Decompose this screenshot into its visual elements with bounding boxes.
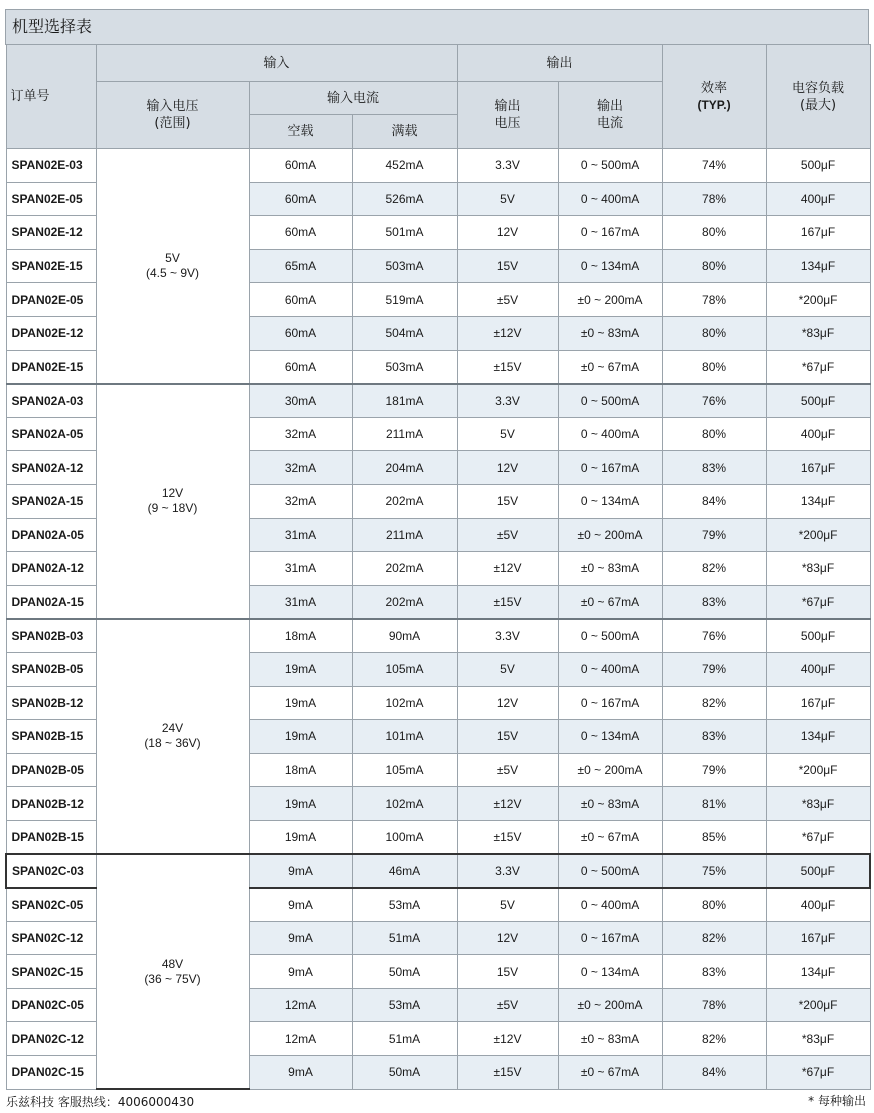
full-load-cell: 519mA xyxy=(352,283,457,317)
efficiency-header-line2: (TYP.) xyxy=(697,97,731,112)
output-current-cell: 0 ~ 400mA xyxy=(558,888,662,922)
model-cell: SPAN02E-05 xyxy=(6,182,96,216)
table-title: 机型选择表 xyxy=(5,9,869,45)
efficiency-cell: 82% xyxy=(662,1022,766,1056)
model-cell: DPAN02B-05 xyxy=(6,753,96,787)
full-load-cell: 102mA xyxy=(352,787,457,821)
cap-load-cell: *67μF xyxy=(766,350,870,384)
cap-load-cell: *200μF xyxy=(766,988,870,1022)
cap-load-cell: 134μF xyxy=(766,720,870,754)
output-current-cell: ±0 ~ 83mA xyxy=(558,787,662,821)
output-voltage-cell: ±5V xyxy=(457,518,558,552)
efficiency-cell: 81% xyxy=(662,787,766,821)
output-current-cell: ±0 ~ 67mA xyxy=(558,820,662,854)
no-load-cell: 19mA xyxy=(249,820,352,854)
full-load-cell: 53mA xyxy=(352,988,457,1022)
output-header: 输出 xyxy=(457,45,662,82)
cap-load-cell: *83μF xyxy=(766,316,870,350)
output-voltage-cell: 3.3V xyxy=(457,619,558,653)
efficiency-cell: 74% xyxy=(662,149,766,183)
no-load-cell: 19mA xyxy=(249,686,352,720)
cap-load-header xyxy=(766,45,870,149)
cap-load-header-line2: (最大) xyxy=(799,97,837,113)
no-load-cell: 32mA xyxy=(249,484,352,518)
model-cell: SPAN02B-15 xyxy=(6,720,96,754)
output-current-cell: ±0 ~ 83mA xyxy=(558,1022,662,1056)
output-current-cell: 0 ~ 400mA xyxy=(558,182,662,216)
output-voltage-cell: ±5V xyxy=(457,283,558,317)
model-cell: SPAN02E-15 xyxy=(6,249,96,283)
full-load-cell: 202mA xyxy=(352,585,457,619)
efficiency-cell: 80% xyxy=(662,350,766,384)
full-load-header: 满载 xyxy=(352,115,457,149)
cap-load-cell: *67μF xyxy=(766,820,870,854)
cap-load-cell: *83μF xyxy=(766,552,870,586)
no-load-cell: 60mA xyxy=(249,182,352,216)
no-load-cell: 60mA xyxy=(249,283,352,317)
efficiency-cell: 78% xyxy=(662,283,766,317)
input-current-header: 输入电流 xyxy=(249,82,457,115)
full-load-cell: 204mA xyxy=(352,451,457,485)
output-current-cell: 0 ~ 500mA xyxy=(558,854,662,888)
cap-load-cell: *200μF xyxy=(766,753,870,787)
output-current-cell: 0 ~ 500mA xyxy=(558,149,662,183)
output-voltage-cell: ±5V xyxy=(457,988,558,1022)
full-load-cell: 452mA xyxy=(352,149,457,183)
no-load-header: 空载 xyxy=(249,115,352,149)
model-cell: SPAN02B-03 xyxy=(6,619,96,653)
model-cell: SPAN02B-05 xyxy=(6,652,96,686)
input-voltage-range: (4.5 ~ 9V) xyxy=(145,265,200,280)
cap-load-cell: 167μF xyxy=(766,686,870,720)
no-load-cell: 65mA xyxy=(249,249,352,283)
cap-load-cell: 400μF xyxy=(766,888,870,922)
output-current-cell: 0 ~ 500mA xyxy=(558,619,662,653)
output-voltage-cell: ±15V xyxy=(457,585,558,619)
no-load-cell: 9mA xyxy=(249,1056,352,1090)
full-load-cell: 102mA xyxy=(352,686,457,720)
output-voltage-cell: 5V xyxy=(457,888,558,922)
model-cell: DPAN02A-15 xyxy=(6,585,96,619)
full-load-cell: 90mA xyxy=(352,619,457,653)
cap-load-cell: 500μF xyxy=(766,619,870,653)
output-current-cell: ±0 ~ 83mA xyxy=(558,552,662,586)
output-current-header-line2: 电流 xyxy=(597,116,624,131)
cap-load-cell: *200μF xyxy=(766,283,870,317)
model-cell: DPAN02E-05 xyxy=(6,283,96,317)
footer-note: * 每种输出 xyxy=(808,1094,866,1108)
output-current-cell: 0 ~ 500mA xyxy=(558,384,662,418)
no-load-cell: 31mA xyxy=(249,585,352,619)
model-cell: DPAN02E-15 xyxy=(6,350,96,384)
output-voltage-cell: ±12V xyxy=(457,316,558,350)
input-voltage-value: 48V xyxy=(161,956,184,971)
output-current-cell: ±0 ~ 67mA xyxy=(558,1056,662,1090)
input-voltage-range: (9 ~ 18V) xyxy=(147,501,198,516)
full-load-cell: 504mA xyxy=(352,316,457,350)
footer-hotline: 乐兹科技 客服热线：4006000430 xyxy=(6,1095,195,1109)
efficiency-cell: 80% xyxy=(662,316,766,350)
output-voltage-cell: 3.3V xyxy=(457,384,558,418)
output-current-cell: ±0 ~ 83mA xyxy=(558,316,662,350)
output-voltage-cell: 3.3V xyxy=(457,854,558,888)
input-voltage-value: 12V xyxy=(161,486,184,501)
input-voltage-cell xyxy=(96,384,249,619)
no-load-cell: 32mA xyxy=(249,417,352,451)
efficiency-cell: 82% xyxy=(662,552,766,586)
output-voltage-header-line1: 输出 xyxy=(494,99,521,114)
full-load-cell: 202mA xyxy=(352,484,457,518)
model-cell: SPAN02A-15 xyxy=(6,484,96,518)
output-current-cell: ±0 ~ 200mA xyxy=(558,753,662,787)
cap-load-cell: *67μF xyxy=(766,585,870,619)
full-load-cell: 526mA xyxy=(352,182,457,216)
output-voltage-cell: 12V xyxy=(457,921,558,955)
cap-load-cell: 134μF xyxy=(766,249,870,283)
output-voltage-cell: ±12V xyxy=(457,1022,558,1056)
no-load-cell: 31mA xyxy=(249,518,352,552)
model-cell: DPAN02C-05 xyxy=(6,988,96,1022)
efficiency-cell: 82% xyxy=(662,686,766,720)
output-voltage-cell: 5V xyxy=(457,182,558,216)
full-load-cell: 202mA xyxy=(352,552,457,586)
cap-load-cell: 500μF xyxy=(766,149,870,183)
model-cell: DPAN02E-12 xyxy=(6,316,96,350)
full-load-cell: 501mA xyxy=(352,216,457,250)
no-load-cell: 19mA xyxy=(249,720,352,754)
efficiency-cell: 83% xyxy=(662,585,766,619)
no-load-cell: 18mA xyxy=(249,753,352,787)
efficiency-cell: 84% xyxy=(662,1056,766,1090)
efficiency-cell: 83% xyxy=(662,955,766,989)
no-load-cell: 31mA xyxy=(249,552,352,586)
output-current-cell: 0 ~ 167mA xyxy=(558,451,662,485)
cap-load-cell: *200μF xyxy=(766,518,870,552)
model-cell: DPAN02A-05 xyxy=(6,518,96,552)
output-voltage-cell: 15V xyxy=(457,249,558,283)
output-current-cell: 0 ~ 134mA xyxy=(558,249,662,283)
output-current-cell: 0 ~ 167mA xyxy=(558,216,662,250)
cap-load-cell: *83μF xyxy=(766,1022,870,1056)
no-load-cell: 32mA xyxy=(249,451,352,485)
no-load-cell: 9mA xyxy=(249,888,352,922)
model-cell: SPAN02E-03 xyxy=(6,149,96,183)
model-selection-table xyxy=(5,44,871,1090)
output-current-cell: 0 ~ 400mA xyxy=(558,417,662,451)
full-load-cell: 46mA xyxy=(352,854,457,888)
model-cell: SPAN02C-15 xyxy=(6,955,96,989)
output-current-cell: ±0 ~ 67mA xyxy=(558,585,662,619)
output-voltage-header xyxy=(457,82,558,149)
output-voltage-cell: ±15V xyxy=(457,1056,558,1090)
output-current-cell: 0 ~ 134mA xyxy=(558,720,662,754)
table-row xyxy=(6,854,870,888)
efficiency-cell: 80% xyxy=(662,417,766,451)
output-current-cell: ±0 ~ 200mA xyxy=(558,988,662,1022)
no-load-cell: 60mA xyxy=(249,216,352,250)
efficiency-cell: 82% xyxy=(662,921,766,955)
full-load-cell: 51mA xyxy=(352,1022,457,1056)
input-header: 输入 xyxy=(96,45,457,82)
model-cell: DPAN02C-15 xyxy=(6,1056,96,1090)
output-voltage-cell: 3.3V xyxy=(457,149,558,183)
input-voltage-value: 5V xyxy=(165,250,180,265)
model-cell: SPAN02B-12 xyxy=(6,686,96,720)
model-cell: DPAN02B-15 xyxy=(6,820,96,854)
input-voltage-range: (36 ~ 75V) xyxy=(144,971,201,986)
efficiency-cell: 76% xyxy=(662,619,766,653)
output-voltage-header-line2: 电压 xyxy=(494,116,521,131)
table-row xyxy=(6,619,870,653)
table-body xyxy=(6,149,870,1090)
efficiency-cell: 83% xyxy=(662,720,766,754)
cap-load-cell: 167μF xyxy=(766,451,870,485)
model-cell: DPAN02C-12 xyxy=(6,1022,96,1056)
output-current-header xyxy=(558,82,662,149)
full-load-cell: 503mA xyxy=(352,249,457,283)
efficiency-header xyxy=(662,45,766,149)
efficiency-cell: 78% xyxy=(662,182,766,216)
no-load-cell: 30mA xyxy=(249,384,352,418)
input-voltage-header-line1: 输入电压 xyxy=(146,99,199,114)
full-load-cell: 53mA xyxy=(352,888,457,922)
cap-load-cell: 400μF xyxy=(766,652,870,686)
full-load-cell: 211mA xyxy=(352,417,457,451)
input-voltage-header-line2: (范围) xyxy=(154,116,191,131)
efficiency-cell: 80% xyxy=(662,216,766,250)
efficiency-cell: 83% xyxy=(662,451,766,485)
model-cell: SPAN02A-05 xyxy=(6,417,96,451)
output-current-cell: ±0 ~ 200mA xyxy=(558,518,662,552)
efficiency-cell: 80% xyxy=(662,249,766,283)
output-current-cell: 0 ~ 134mA xyxy=(558,955,662,989)
no-load-cell: 60mA xyxy=(249,350,352,384)
output-voltage-cell: ±12V xyxy=(457,787,558,821)
model-cell: DPAN02A-12 xyxy=(6,552,96,586)
no-load-cell: 12mA xyxy=(249,1022,352,1056)
efficiency-cell: 79% xyxy=(662,518,766,552)
table-row xyxy=(6,149,870,183)
full-load-cell: 105mA xyxy=(352,652,457,686)
input-voltage-value: 24V xyxy=(161,721,184,736)
output-current-cell: ±0 ~ 200mA xyxy=(558,283,662,317)
output-voltage-cell: 5V xyxy=(457,417,558,451)
cap-load-cell: 167μF xyxy=(766,216,870,250)
input-voltage-cell xyxy=(96,619,249,854)
order-no-header: 订单号 xyxy=(6,45,96,149)
no-load-cell: 9mA xyxy=(249,921,352,955)
input-voltage-header xyxy=(96,82,249,149)
efficiency-cell: 85% xyxy=(662,820,766,854)
full-load-cell: 105mA xyxy=(352,753,457,787)
output-current-header-line1: 输出 xyxy=(597,99,624,114)
efficiency-header-line1: 效率 xyxy=(701,80,728,96)
full-load-cell: 50mA xyxy=(352,955,457,989)
full-load-cell: 101mA xyxy=(352,720,457,754)
no-load-cell: 19mA xyxy=(249,652,352,686)
full-load-cell: 50mA xyxy=(352,1056,457,1090)
full-load-cell: 51mA xyxy=(352,921,457,955)
output-voltage-cell: 15V xyxy=(457,484,558,518)
output-current-cell: 0 ~ 400mA xyxy=(558,652,662,686)
efficiency-cell: 76% xyxy=(662,384,766,418)
model-cell: SPAN02C-12 xyxy=(6,921,96,955)
model-cell: SPAN02A-12 xyxy=(6,451,96,485)
cap-load-cell: *83μF xyxy=(766,787,870,821)
model-cell: DPAN02B-12 xyxy=(6,787,96,821)
input-voltage-cell xyxy=(96,854,249,1089)
model-cell: SPAN02C-03 xyxy=(6,854,96,888)
full-load-cell: 211mA xyxy=(352,518,457,552)
no-load-cell: 12mA xyxy=(249,988,352,1022)
output-current-cell: 0 ~ 167mA xyxy=(558,921,662,955)
output-voltage-cell: 12V xyxy=(457,216,558,250)
no-load-cell: 9mA xyxy=(249,854,352,888)
cap-load-cell: 500μF xyxy=(766,854,870,888)
efficiency-cell: 75% xyxy=(662,854,766,888)
cap-load-header-line1: 电容负载 xyxy=(792,80,845,96)
efficiency-cell: 79% xyxy=(662,753,766,787)
efficiency-cell: 78% xyxy=(662,988,766,1022)
efficiency-cell: 84% xyxy=(662,484,766,518)
output-current-cell: 0 ~ 167mA xyxy=(558,686,662,720)
no-load-cell: 18mA xyxy=(249,619,352,653)
output-voltage-cell: 5V xyxy=(457,652,558,686)
output-voltage-cell: ±15V xyxy=(457,350,558,384)
table-row xyxy=(6,384,870,418)
output-voltage-cell: 15V xyxy=(457,955,558,989)
cap-load-cell: *67μF xyxy=(766,1056,870,1090)
cap-load-cell: 134μF xyxy=(766,484,870,518)
output-voltage-cell: 12V xyxy=(457,451,558,485)
no-load-cell: 60mA xyxy=(249,149,352,183)
full-load-cell: 100mA xyxy=(352,820,457,854)
no-load-cell: 60mA xyxy=(249,316,352,350)
input-voltage-cell xyxy=(96,149,249,384)
output-current-cell: 0 ~ 134mA xyxy=(558,484,662,518)
output-voltage-cell: ±5V xyxy=(457,753,558,787)
efficiency-cell: 79% xyxy=(662,652,766,686)
no-load-cell: 19mA xyxy=(249,787,352,821)
output-voltage-cell: ±12V xyxy=(457,552,558,586)
model-cell: SPAN02A-03 xyxy=(6,384,96,418)
input-voltage-range: (18 ~ 36V) xyxy=(144,736,201,751)
cap-load-cell: 400μF xyxy=(766,182,870,216)
cap-load-cell: 134μF xyxy=(766,955,870,989)
output-current-cell: ±0 ~ 67mA xyxy=(558,350,662,384)
output-voltage-cell: 15V xyxy=(457,720,558,754)
output-voltage-cell: 12V xyxy=(457,686,558,720)
no-load-cell: 9mA xyxy=(249,955,352,989)
output-voltage-cell: ±15V xyxy=(457,820,558,854)
cap-load-cell: 400μF xyxy=(766,417,870,451)
full-load-cell: 503mA xyxy=(352,350,457,384)
cap-load-cell: 500μF xyxy=(766,384,870,418)
cap-load-cell: 167μF xyxy=(766,921,870,955)
model-cell: SPAN02E-12 xyxy=(6,216,96,250)
efficiency-cell: 80% xyxy=(662,888,766,922)
full-load-cell: 181mA xyxy=(352,384,457,418)
model-cell: SPAN02C-05 xyxy=(6,888,96,922)
